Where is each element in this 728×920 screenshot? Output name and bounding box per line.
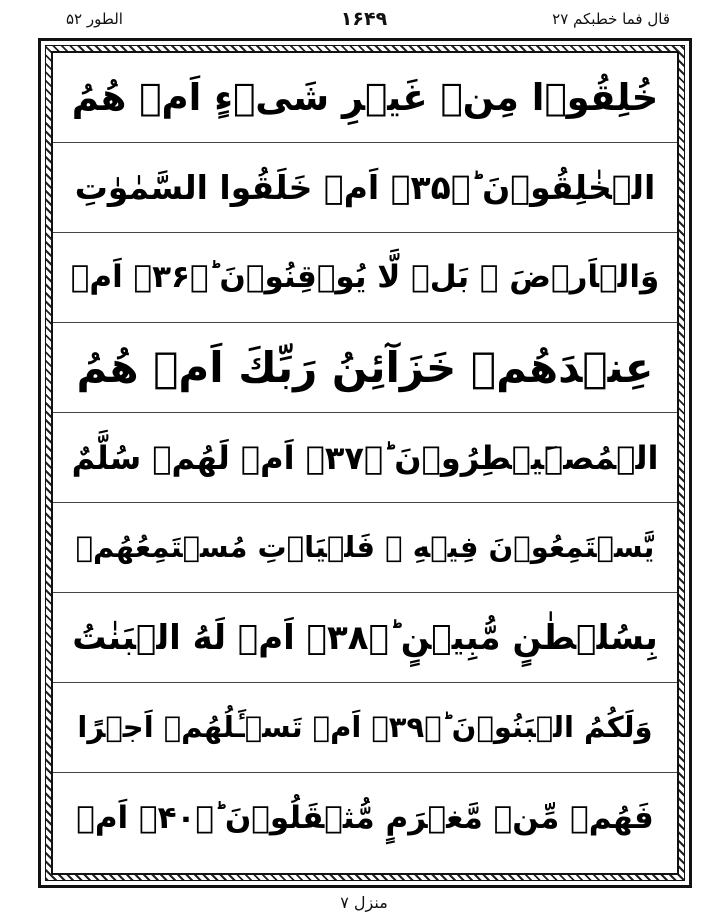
- verse-line-1: [53, 53, 677, 143]
- verse-line-8: [53, 683, 677, 773]
- verse-text: وَلَكُمُ الۡبَنُوۡنَ ؕ﴿۳۹﴾ اَمۡ تَسۡـَٔلُهُمۡ اَجۡرًا: [77, 710, 653, 744]
- verse-text: الۡمُصَۜيۡطِرُوۡنَ ؕ﴿۳۷﴾ اَمۡ لَهُمۡ سُلَّمٌ: [71, 438, 659, 477]
- para-name: قال فما خطبکم ۲۷: [552, 10, 670, 28]
- verse-text: عِنۡدَهُمۡ خَزَآئِنُ رَبِّكَ اَمۡ هُمُ: [76, 342, 654, 392]
- page-header: [0, 8, 728, 34]
- surah-name: الطور ۵۲: [66, 10, 123, 28]
- verse-text: فَهُمۡ مِّنۡ مَّغۡرَمٍ مُّثۡقَلُوۡنَ ؕ﴿۴۰﴾ اَمۡ: [76, 799, 654, 836]
- verse-line-3: [53, 233, 677, 323]
- manzil-label: منزل ۷: [340, 893, 388, 912]
- page-number: ۱۶۴۹: [340, 8, 388, 30]
- verse-line-6: [53, 503, 677, 593]
- verse-text: وَالۡاَرۡضَ ۚ بَلۡ لَّا يُوۡقِنُوۡنَ ؕ﴿۳۶﴾ اَمۡ: [70, 259, 660, 295]
- verse-text: خُلِقُوۡا مِنۡ غَيۡرِ شَىۡءٍ اَمۡ هُمُ: [71, 76, 659, 119]
- page-border: [38, 38, 692, 888]
- verse-line-7: [53, 593, 677, 683]
- verse-line-9: [53, 773, 677, 863]
- verse-line-2: [53, 143, 677, 233]
- text-area: [51, 51, 679, 875]
- verse-line-5: [53, 413, 677, 503]
- verse-line-4: [53, 323, 677, 413]
- verse-text: يَّسۡتَمِعُوۡنَ فِيۡهِ ۚ فَلۡيَاۡتِ مُسۡتَمِعُهُمۡ: [75, 530, 655, 564]
- verse-text: الۡخٰلِقُوۡنَ ؕ﴿۳۵﴾ اَمۡ خَلَقُوا السَّمٰوٰتِ: [74, 168, 656, 207]
- verse-text: بِسُلۡطٰنٍ مُّبِيۡنٍ ؕ﴿۳۸﴾ اَمۡ لَهُ الۡبَنٰتُ: [72, 617, 658, 658]
